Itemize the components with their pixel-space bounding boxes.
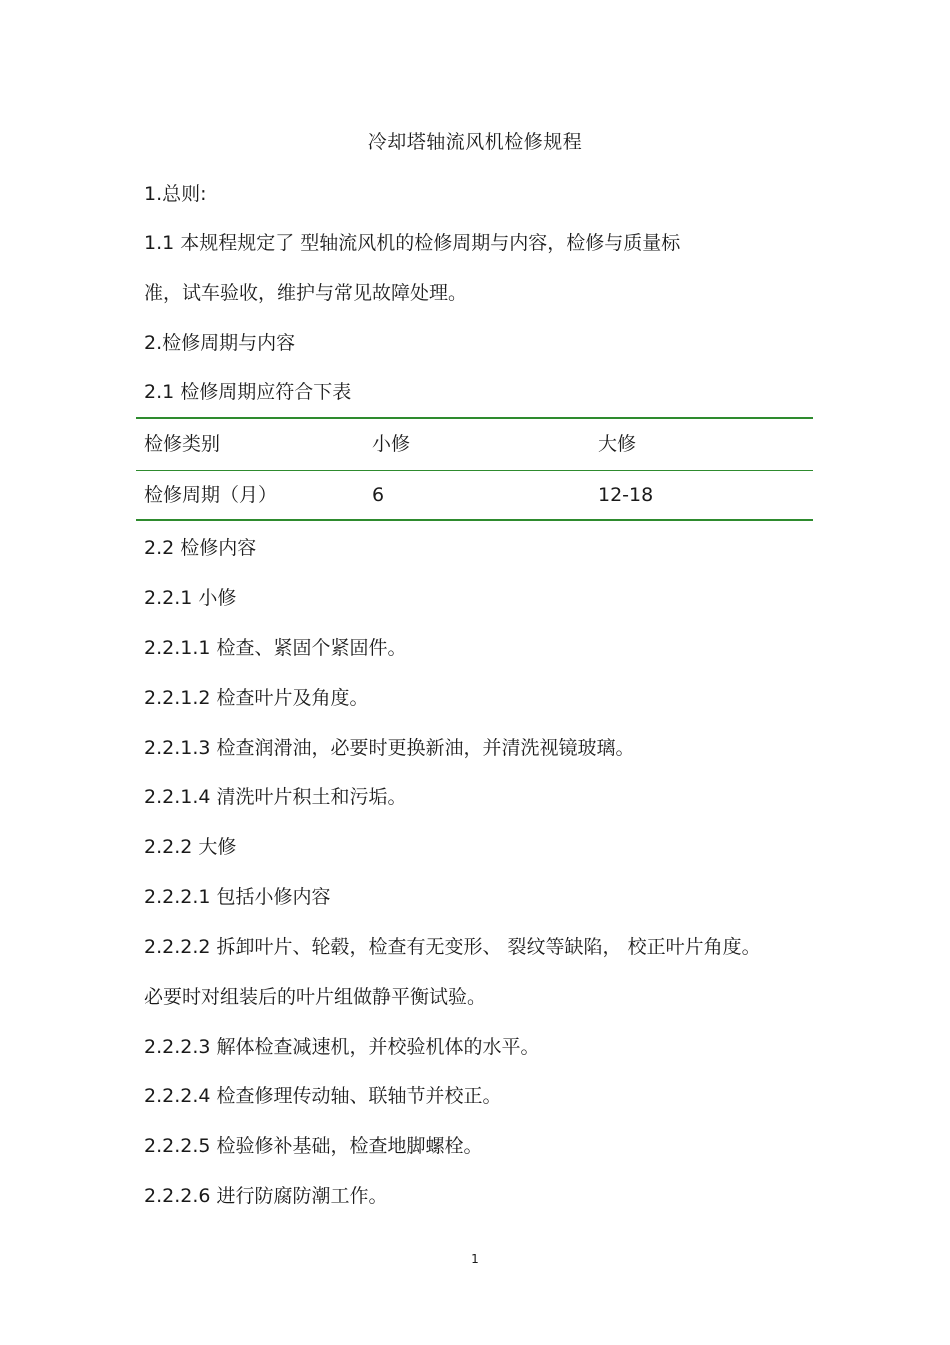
paragraph-line: 2.2.2.5 检验修补基础，检查地脚螺栓。 xyxy=(144,1135,483,1157)
paragraph-line: 2.2 检修内容 xyxy=(144,537,257,559)
table-header-cell: 大修 xyxy=(598,433,637,455)
paragraph-line: 2.2.2 大修 xyxy=(144,836,237,858)
table-header-cell: 检修类别 xyxy=(144,433,221,455)
paragraph-line: 2.2.2.4 检查修理传动轴、联轴节并校正。 xyxy=(144,1085,502,1107)
paragraph-line: 必要时对组装后的叶片组做静平衡试验。 xyxy=(144,986,487,1008)
table-header-cell: 小修 xyxy=(372,433,411,455)
table-row xyxy=(136,470,813,521)
table-header-row xyxy=(136,419,813,471)
paragraph-line: 2.2.1.4 清洗叶片积土和污垢。 xyxy=(144,786,407,808)
paragraph-line: 2.2.2.2 拆卸叶片、轮毂，检查有无变形、 裂纹等缺陷， 校正叶片角度。 xyxy=(144,936,761,958)
paragraph-line: 2.2.1.2 检查叶片及角度。 xyxy=(144,687,369,709)
paragraph-line: 2.2.2.1 包括小修内容 xyxy=(144,886,331,908)
table-cell: 检修周期（月） xyxy=(144,484,278,506)
paragraph-line: 2.1 检修周期应符合下表 xyxy=(144,381,352,403)
page-number: 1 xyxy=(471,1252,479,1266)
paragraph-line: 2.2.1 小修 xyxy=(144,587,237,609)
paragraph-line: 2.2.2.3 解体检查减速机，并校验机体的水平。 xyxy=(144,1036,540,1058)
section-heading: 2.检修周期与内容 xyxy=(144,332,296,354)
paragraph-line: 准，试车验收，维护与常见故障处理。 xyxy=(144,282,468,304)
section-heading: 1.总则: xyxy=(144,183,207,205)
paragraph-line: 2.2.1.1 检查、紧固个紧固件。 xyxy=(144,637,407,659)
document-title: 冷却塔轴流风机检修规程 xyxy=(367,131,583,153)
paragraph-line: 2.2.1.3 检查润滑油，必要时更换新油，并清洗视镜玻璃。 xyxy=(144,737,635,759)
paragraph-line: 2.2.2.6 进行防腐防潮工作。 xyxy=(144,1185,388,1207)
table-cell: 6 xyxy=(372,484,385,506)
maintenance-cycle-table xyxy=(136,417,813,521)
table-cell: 12-18 xyxy=(598,484,654,506)
paragraph-line: 1.1 本规程规定了 型轴流风机的检修周期与内容，检修与质量标 xyxy=(144,232,681,254)
